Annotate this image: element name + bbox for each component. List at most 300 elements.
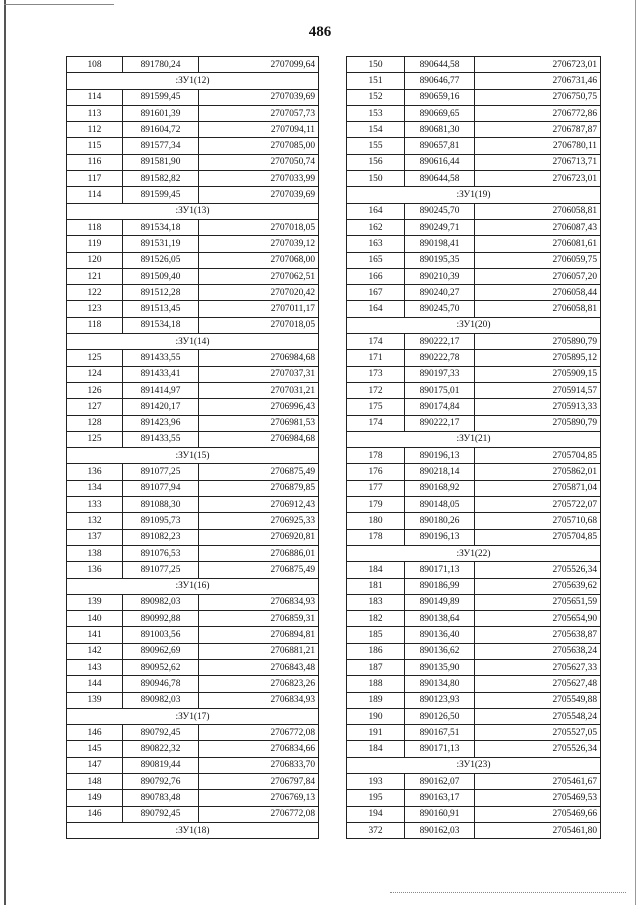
y-coordinate: 2707011,17 [199, 301, 319, 317]
point-number: 184 [347, 562, 405, 578]
x-coordinate: 891077,25 [123, 464, 199, 480]
point-number: 119 [67, 236, 123, 252]
x-coordinate: 890659,16 [405, 89, 475, 105]
x-coordinate: 890136,40 [405, 627, 475, 643]
y-coordinate: 2706834,93 [199, 594, 319, 610]
section-header-row [67, 203, 319, 219]
point-number: 178 [347, 529, 405, 545]
point-number: 142 [67, 643, 123, 659]
x-coordinate: 890148,05 [405, 497, 475, 513]
table-row [67, 285, 319, 301]
table-row [347, 382, 601, 398]
x-coordinate: 890982,03 [123, 692, 199, 708]
y-coordinate: 2705651,59 [475, 594, 601, 610]
x-coordinate: 891780,24 [123, 57, 199, 73]
y-coordinate: 2706723,01 [475, 171, 601, 187]
x-coordinate: 891599,45 [123, 89, 199, 105]
point-number: 126 [67, 382, 123, 398]
y-coordinate: 2706981,53 [199, 415, 319, 431]
y-coordinate: 2707020,42 [199, 285, 319, 301]
y-coordinate: 2707018,05 [199, 219, 319, 235]
x-coordinate: 890180,26 [405, 513, 475, 529]
x-coordinate: 890644,58 [405, 171, 475, 187]
coordinates-table-left [66, 56, 319, 839]
table-row [347, 497, 601, 513]
point-number: 162 [347, 219, 405, 235]
y-coordinate: 2705627,33 [475, 659, 601, 675]
y-coordinate: 2706834,93 [199, 692, 319, 708]
plot-label: :ЗУ1(16) [67, 578, 319, 594]
table-row [347, 366, 601, 382]
plot-label: :ЗУ1(21) [347, 431, 601, 447]
table-row [347, 659, 601, 675]
x-coordinate: 891512,28 [123, 285, 199, 301]
point-number: 143 [67, 659, 123, 675]
x-coordinate: 890162,07 [405, 774, 475, 790]
table-row [347, 562, 601, 578]
point-number: 124 [67, 366, 123, 382]
y-coordinate: 2707039,12 [199, 236, 319, 252]
table-row [67, 415, 319, 431]
table-row [67, 138, 319, 154]
point-number: 114 [67, 187, 123, 203]
scan-edge-top [4, 4, 114, 5]
table-row [347, 236, 601, 252]
y-coordinate: 2706886,01 [199, 545, 319, 561]
point-number: 120 [67, 252, 123, 268]
section-header-row [67, 448, 319, 464]
y-coordinate: 2706843,48 [199, 659, 319, 675]
table-row [67, 643, 319, 659]
point-number: 177 [347, 480, 405, 496]
plot-label: :ЗУ1(19) [347, 187, 601, 203]
y-coordinate: 2705895,12 [475, 350, 601, 366]
table-row [67, 171, 319, 187]
y-coordinate: 2706875,49 [199, 464, 319, 480]
y-coordinate: 2706058,44 [475, 285, 601, 301]
y-coordinate: 2706081,61 [475, 236, 601, 252]
section-header-row [347, 431, 601, 447]
point-number: 173 [347, 366, 405, 382]
point-number: 165 [347, 252, 405, 268]
table-row [347, 594, 601, 610]
point-number: 163 [347, 236, 405, 252]
y-coordinate: 2705461,80 [475, 822, 601, 838]
point-number: 155 [347, 138, 405, 154]
table-row [67, 692, 319, 708]
point-number: 156 [347, 154, 405, 170]
y-coordinate: 2706057,20 [475, 268, 601, 284]
y-coordinate: 2706772,08 [199, 725, 319, 741]
point-number: 145 [67, 741, 123, 757]
table-row [67, 219, 319, 235]
table-row [67, 366, 319, 382]
plot-label: :ЗУ1(13) [67, 203, 319, 219]
point-number: 164 [347, 301, 405, 317]
x-coordinate: 890149,89 [405, 594, 475, 610]
x-coordinate: 891582,82 [123, 171, 199, 187]
table-row [347, 480, 601, 496]
x-coordinate: 890819,44 [123, 757, 199, 773]
table-row [347, 627, 601, 643]
point-number: 175 [347, 399, 405, 415]
point-number: 132 [67, 513, 123, 529]
scan-edge-left [4, 0, 6, 905]
x-coordinate: 890616,44 [405, 154, 475, 170]
x-coordinate: 890168,92 [405, 480, 475, 496]
y-coordinate: 2707037,31 [199, 366, 319, 382]
point-number: 181 [347, 578, 405, 594]
point-number: 146 [67, 806, 123, 822]
table-row [67, 317, 319, 333]
table-row [67, 301, 319, 317]
x-coordinate: 891433,55 [123, 431, 199, 447]
y-coordinate: 2705548,24 [475, 708, 601, 724]
point-number: 154 [347, 122, 405, 138]
table-row [67, 57, 319, 73]
x-coordinate: 891577,34 [123, 138, 199, 154]
point-number: 372 [347, 822, 405, 838]
x-coordinate: 891077,94 [123, 480, 199, 496]
x-coordinate: 890167,51 [405, 725, 475, 741]
y-coordinate: 2705710,68 [475, 513, 601, 529]
plot-label: :ЗУ1(18) [67, 822, 319, 838]
y-coordinate: 2707099,64 [199, 57, 319, 73]
table-row [347, 643, 601, 659]
y-coordinate: 2706723,01 [475, 57, 601, 73]
table-row [347, 448, 601, 464]
point-number: 147 [67, 757, 123, 773]
y-coordinate: 2705469,66 [475, 806, 601, 822]
point-number: 138 [67, 545, 123, 561]
y-coordinate: 2705469,53 [475, 790, 601, 806]
point-number: 141 [67, 627, 123, 643]
y-coordinate: 2707050,74 [199, 154, 319, 170]
y-coordinate: 2706713,71 [475, 154, 601, 170]
plot-label: :ЗУ1(17) [67, 708, 319, 724]
plot-label: :ЗУ1(15) [67, 448, 319, 464]
point-number: 186 [347, 643, 405, 659]
point-number: 188 [347, 676, 405, 692]
table-row [347, 122, 601, 138]
table-row [67, 676, 319, 692]
point-number: 117 [67, 171, 123, 187]
x-coordinate: 891599,45 [123, 187, 199, 203]
point-number: 108 [67, 57, 123, 73]
table-row [347, 790, 601, 806]
x-coordinate: 890171,13 [405, 741, 475, 757]
point-number: 174 [347, 334, 405, 350]
x-coordinate: 890245,70 [405, 301, 475, 317]
table-row [347, 529, 601, 545]
y-coordinate: 2707033,99 [199, 171, 319, 187]
section-header-row [67, 334, 319, 350]
point-number: 172 [347, 382, 405, 398]
table-row [347, 334, 601, 350]
table-row [67, 252, 319, 268]
x-coordinate: 890136,62 [405, 643, 475, 659]
point-number: 171 [347, 350, 405, 366]
y-coordinate: 2706087,43 [475, 219, 601, 235]
table-row [67, 741, 319, 757]
point-number: 182 [347, 611, 405, 627]
table-row [347, 154, 601, 170]
table-row [347, 692, 601, 708]
section-header-row [67, 578, 319, 594]
x-coordinate: 891423,96 [123, 415, 199, 431]
x-coordinate: 890946,78 [123, 676, 199, 692]
y-coordinate: 2706912,43 [199, 497, 319, 513]
x-coordinate: 891076,53 [123, 545, 199, 561]
table-row [347, 57, 601, 73]
x-coordinate: 891534,18 [123, 219, 199, 235]
point-number: 176 [347, 464, 405, 480]
point-number: 194 [347, 806, 405, 822]
y-coordinate: 2706058,81 [475, 301, 601, 317]
y-coordinate: 2706823,26 [199, 676, 319, 692]
point-number: 195 [347, 790, 405, 806]
table-row [347, 822, 601, 838]
table-row [347, 513, 601, 529]
y-coordinate: 2705704,85 [475, 529, 601, 545]
section-header-row [67, 708, 319, 724]
y-coordinate: 2706833,70 [199, 757, 319, 773]
x-coordinate: 890792,45 [123, 806, 199, 822]
y-coordinate: 2707094,11 [199, 122, 319, 138]
point-number: 118 [67, 219, 123, 235]
point-number: 185 [347, 627, 405, 643]
point-number: 115 [67, 138, 123, 154]
point-number: 151 [347, 73, 405, 89]
point-number: 191 [347, 725, 405, 741]
x-coordinate: 891082,23 [123, 529, 199, 545]
point-number: 122 [67, 285, 123, 301]
x-coordinate: 891531,19 [123, 236, 199, 252]
plot-label: :ЗУ1(14) [67, 334, 319, 350]
point-number: 152 [347, 89, 405, 105]
point-number: 183 [347, 594, 405, 610]
table-row [347, 774, 601, 790]
y-coordinate: 2706859,31 [199, 611, 319, 627]
table-row [67, 774, 319, 790]
table-row [67, 790, 319, 806]
y-coordinate: 2705890,79 [475, 334, 601, 350]
x-coordinate: 890126,50 [405, 708, 475, 724]
point-number: 134 [67, 480, 123, 496]
point-number: 148 [67, 774, 123, 790]
table-row [67, 382, 319, 398]
y-coordinate: 2707068,00 [199, 252, 319, 268]
x-coordinate: 890134,80 [405, 676, 475, 692]
x-coordinate: 890222,17 [405, 415, 475, 431]
x-coordinate: 890822,32 [123, 741, 199, 757]
y-coordinate: 2707039,69 [199, 89, 319, 105]
x-coordinate: 891420,17 [123, 399, 199, 415]
y-coordinate: 2706059,75 [475, 252, 601, 268]
point-number: 167 [347, 285, 405, 301]
y-coordinate: 2705461,67 [475, 774, 601, 790]
section-header-row [347, 187, 601, 203]
table-row [67, 399, 319, 415]
y-coordinate: 2706920,81 [199, 529, 319, 545]
x-coordinate: 890163,17 [405, 790, 475, 806]
y-coordinate: 2705638,24 [475, 643, 601, 659]
point-number: 116 [67, 154, 123, 170]
plot-label: :ЗУ1(22) [347, 545, 601, 561]
y-coordinate: 2705654,90 [475, 611, 601, 627]
table-row [67, 105, 319, 121]
x-coordinate: 890222,17 [405, 334, 475, 350]
table-row [347, 219, 601, 235]
point-number: 187 [347, 659, 405, 675]
y-coordinate: 2705722,07 [475, 497, 601, 513]
table-row [67, 594, 319, 610]
x-coordinate: 891414,97 [123, 382, 199, 398]
table-row [67, 464, 319, 480]
point-number: 125 [67, 350, 123, 366]
y-coordinate: 2705871,04 [475, 480, 601, 496]
table-row [347, 708, 601, 724]
x-coordinate: 890792,76 [123, 774, 199, 790]
table-row [67, 529, 319, 545]
x-coordinate: 890196,13 [405, 448, 475, 464]
table-row [67, 659, 319, 675]
point-number: 133 [67, 497, 123, 513]
y-coordinate: 2705627,48 [475, 676, 601, 692]
point-number: 150 [347, 57, 405, 73]
table-row [67, 497, 319, 513]
table-row [347, 252, 601, 268]
y-coordinate: 2707031,21 [199, 382, 319, 398]
point-number: 113 [67, 105, 123, 121]
y-coordinate: 2706834,66 [199, 741, 319, 757]
y-coordinate: 2705909,15 [475, 366, 601, 382]
x-coordinate: 890792,45 [123, 725, 199, 741]
table-row [347, 578, 601, 594]
table-row [347, 105, 601, 121]
table-row [67, 725, 319, 741]
table-row [347, 611, 601, 627]
point-number: 112 [67, 122, 123, 138]
y-coordinate: 2706894,81 [199, 627, 319, 643]
table-row [347, 171, 601, 187]
x-coordinate: 891088,30 [123, 497, 199, 513]
section-header-row [67, 73, 319, 89]
y-coordinate: 2706925,33 [199, 513, 319, 529]
y-coordinate: 2706772,08 [199, 806, 319, 822]
y-coordinate: 2706875,49 [199, 562, 319, 578]
y-coordinate: 2705527,05 [475, 725, 601, 741]
table-row [347, 806, 601, 822]
point-number: 140 [67, 611, 123, 627]
point-number: 139 [67, 692, 123, 708]
x-coordinate: 891433,41 [123, 366, 199, 382]
x-coordinate: 890186,99 [405, 578, 475, 594]
x-coordinate: 891604,72 [123, 122, 199, 138]
y-coordinate: 2706731,46 [475, 73, 601, 89]
point-number: 184 [347, 741, 405, 757]
table-row [67, 545, 319, 561]
y-coordinate: 2706984,68 [199, 350, 319, 366]
y-coordinate: 2707085,00 [199, 138, 319, 154]
y-coordinate: 2706769,13 [199, 790, 319, 806]
x-coordinate: 891095,73 [123, 513, 199, 529]
y-coordinate: 2706772,86 [475, 105, 601, 121]
x-coordinate: 890138,64 [405, 611, 475, 627]
x-coordinate: 891513,45 [123, 301, 199, 317]
table-row [347, 676, 601, 692]
table-row [67, 757, 319, 773]
point-number: 149 [67, 790, 123, 806]
table-row [347, 138, 601, 154]
point-number: 164 [347, 203, 405, 219]
x-coordinate: 890240,27 [405, 285, 475, 301]
x-coordinate: 890657,81 [405, 138, 475, 154]
x-coordinate: 890783,48 [123, 790, 199, 806]
x-coordinate: 890197,33 [405, 366, 475, 382]
y-coordinate: 2705549,88 [475, 692, 601, 708]
point-number: 114 [67, 89, 123, 105]
y-coordinate: 2706058,81 [475, 203, 601, 219]
table-row [347, 725, 601, 741]
point-number: 125 [67, 431, 123, 447]
y-coordinate: 2706879,85 [199, 480, 319, 496]
x-coordinate: 890681,30 [405, 122, 475, 138]
point-number: 136 [67, 464, 123, 480]
table-row [67, 480, 319, 496]
section-header-row [347, 757, 601, 773]
y-coordinate: 2706787,87 [475, 122, 601, 138]
x-coordinate: 891077,25 [123, 562, 199, 578]
x-coordinate: 890123,93 [405, 692, 475, 708]
plot-label: :ЗУ1(23) [347, 757, 601, 773]
x-coordinate: 890245,70 [405, 203, 475, 219]
x-coordinate: 890135,90 [405, 659, 475, 675]
table-row [347, 415, 601, 431]
table-row [347, 464, 601, 480]
x-coordinate: 890644,58 [405, 57, 475, 73]
x-coordinate: 891509,40 [123, 268, 199, 284]
x-coordinate: 890196,13 [405, 529, 475, 545]
scan-edge-right [635, 0, 636, 905]
y-coordinate: 2706996,43 [199, 399, 319, 415]
x-coordinate: 891526,05 [123, 252, 199, 268]
point-number: 136 [67, 562, 123, 578]
page-number: 486 [308, 24, 332, 40]
table-row [347, 89, 601, 105]
point-number: 180 [347, 513, 405, 529]
point-number: 190 [347, 708, 405, 724]
plot-label: :ЗУ1(12) [67, 73, 319, 89]
point-number: 178 [347, 448, 405, 464]
y-coordinate: 2705862,01 [475, 464, 601, 480]
y-coordinate: 2705526,34 [475, 741, 601, 757]
y-coordinate: 2705704,85 [475, 448, 601, 464]
y-coordinate: 2705890,79 [475, 415, 601, 431]
point-number: 118 [67, 317, 123, 333]
y-coordinate: 2707039,69 [199, 187, 319, 203]
section-header-row [347, 545, 601, 561]
table-row [67, 431, 319, 447]
x-coordinate: 891581,90 [123, 154, 199, 170]
y-coordinate: 2706984,68 [199, 431, 319, 447]
point-number: 144 [67, 676, 123, 692]
point-number: 179 [347, 497, 405, 513]
table-row [67, 350, 319, 366]
table-row [347, 268, 601, 284]
x-coordinate: 890174,84 [405, 399, 475, 415]
x-coordinate: 890669,65 [405, 105, 475, 121]
